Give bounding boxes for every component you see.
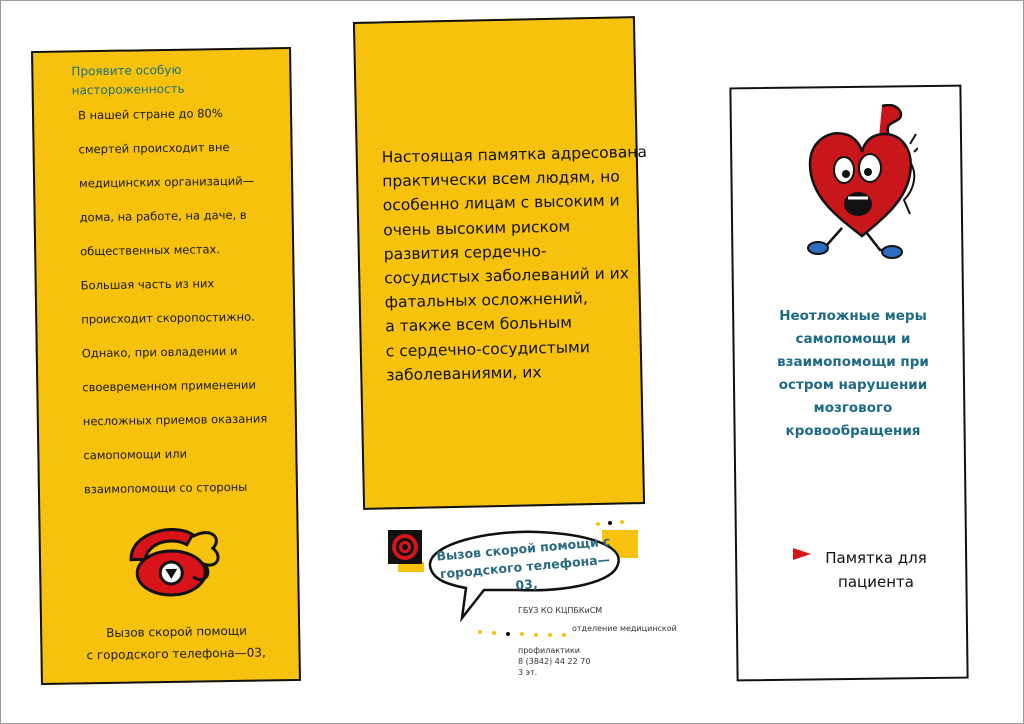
middle-panel-line: сосудистых заболеваний и их (384, 264, 630, 288)
left-panel-line: смертей происходит вне (78, 139, 230, 157)
middle-panel-line: заболеваниями, их (386, 362, 542, 385)
middle-panel (353, 16, 648, 510)
bubble-text: Вызов скорой помощи с городского телефона—03, (435, 533, 611, 593)
middle-panel-line: Настоящая памятка адресована (381, 142, 648, 167)
heart-character-icon (806, 104, 918, 262)
middle-panel-line: особенно лицам с высоким и (382, 191, 620, 215)
left-panel-call-info (86, 619, 277, 666)
brochure-title: Неотложные меры самопомощи и взаимопомощи при остром нарушении мозгового кровообращения (777, 308, 929, 439)
middle-panel-line: с сердечно-сосудистыми (385, 337, 590, 361)
left-panel-line: медицинских организаций— (79, 173, 255, 191)
org-prof: профилактики (518, 646, 580, 655)
call-line-2: с городского телефона—03, (86, 645, 266, 663)
left-panel-line: Большая часть из них (80, 276, 215, 293)
phone-icon (120, 518, 225, 602)
middle-panel-text (382, 140, 649, 387)
left-panel-line: происходит скоропостижно. (81, 309, 255, 327)
arrow-icon (793, 548, 811, 560)
middle-panel-line: практически всем людям, но (382, 167, 620, 191)
org-phone: 8 (3842) 44 22 70 (518, 657, 591, 666)
org-name: ГБУЗ КО КЦПБКиСМ (518, 606, 603, 615)
org-floor: 3 эт. (518, 668, 538, 677)
left-panel-line: Однако, при овладении и (81, 343, 238, 361)
left-panel-line: взаимопомощи со стороны (83, 479, 248, 497)
left-panel-line: дома, на работе, на даче, в (79, 207, 247, 225)
left-panel-line: общественных местах. (80, 242, 221, 259)
memo-label: Памятка для пациента (825, 549, 927, 591)
middle-panel-line: очень высоким риском (383, 217, 571, 240)
left-panel-body (78, 105, 289, 516)
left-panel-line: своевременном применении (82, 377, 257, 395)
org-dept: отделение медицинской (572, 624, 677, 633)
call-line-1: Вызов скорой помощи (106, 623, 248, 640)
left-panel-line: самопомощи или (83, 446, 188, 463)
bullseye-icon (388, 530, 422, 564)
left-panel-line: В нашей стране до 80% (77, 106, 223, 123)
middle-panel-line: а также всем больным (385, 313, 573, 336)
middle-panel-line: развития сердечно- (383, 241, 547, 264)
middle-panel-line: фатальных осложнений, (384, 289, 588, 312)
left-panel-line: несложных приемов оказания (82, 411, 268, 429)
left-panel-heading: Проявите особую настороженность (71, 62, 185, 98)
left-panel (31, 47, 301, 685)
